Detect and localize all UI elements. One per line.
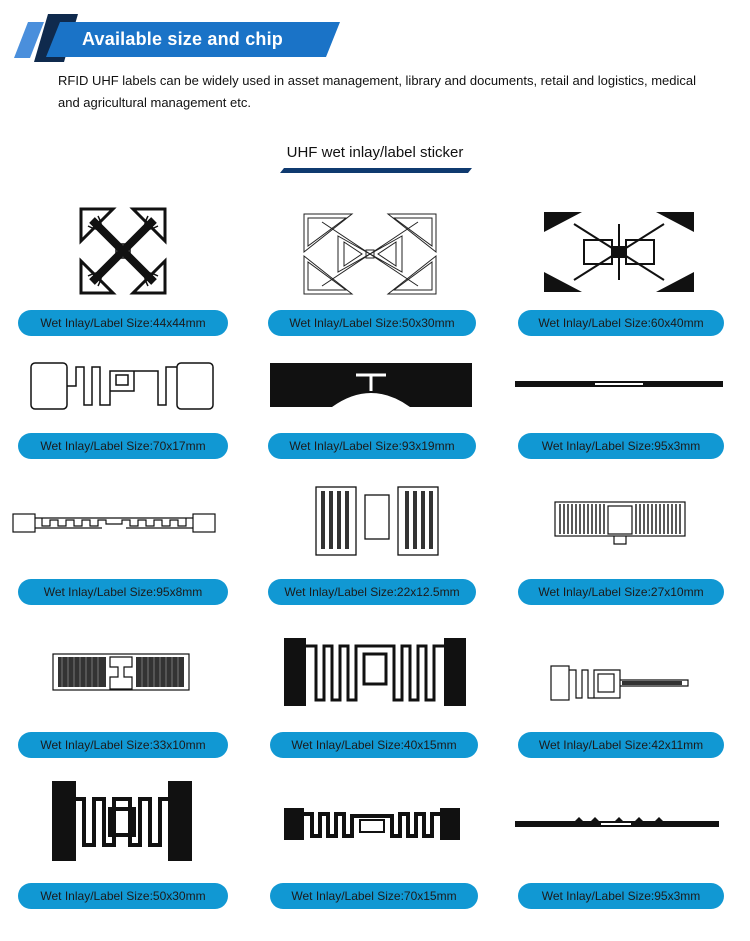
wide-cross-inlay-icon	[544, 210, 694, 294]
slim-meander-inlay-icon	[12, 512, 216, 534]
thin-strip-inlay-icon	[515, 379, 723, 389]
block-meander-inlay-icon	[284, 636, 466, 708]
size-label-pill: Wet Inlay/Label Size:95x8mm	[18, 579, 228, 605]
notched-strip-inlay-icon	[515, 817, 719, 831]
size-label-pill: Wet Inlay/Label Size:42x11mm	[518, 732, 724, 758]
header-banner	[0, 0, 750, 70]
compact-meander-inlay-icon	[315, 485, 439, 557]
intro-text: RFID UHF labels can be widely used in asset management, library and documents, retail and logistics, medical and agricultural management etc.	[58, 73, 697, 110]
size-label-pill: Wet Inlay/Label Size:44x44mm	[18, 310, 228, 336]
size-label-pill: Wet Inlay/Label Size:95x3mm	[518, 883, 724, 909]
tail-meander-inlay-icon	[550, 662, 690, 704]
size-label-pill: Wet Inlay/Label Size:70x15mm	[270, 883, 478, 909]
size-label-pill: Wet Inlay/Label Size:33x10mm	[18, 732, 228, 758]
size-label-pill: Wet Inlay/Label Size:27x10mm	[518, 579, 724, 605]
square-cross-inlay-icon	[78, 206, 168, 296]
size-label-pill: Wet Inlay/Label Size:40x15mm	[270, 732, 478, 758]
size-label-pill: Wet Inlay/Label Size:95x3mm	[518, 433, 724, 459]
page-title: Available size and chip	[82, 29, 284, 49]
size-label-pill: Wet Inlay/Label Size:70x17mm	[18, 433, 228, 459]
meander-dipole-inlay-icon	[30, 361, 214, 411]
size-label-pill: Wet Inlay/Label Size:22x12.5mm	[268, 579, 476, 605]
rectangle-cross-inlay-icon	[302, 212, 438, 296]
size-label-pill: Wet Inlay/Label Size:60x40mm	[518, 310, 724, 336]
solid-bar-inlay-icon	[270, 363, 472, 407]
comb-inlay-icon	[554, 500, 686, 546]
size-label-pill: Wet Inlay/Label Size:50x30mm	[18, 883, 228, 909]
size-label-pill: Wet Inlay/Label Size:93x19mm	[268, 433, 476, 459]
section-title: UHF wet inlay/label sticker	[286, 144, 464, 161]
size-label-pill: Wet Inlay/Label Size:50x30mm	[268, 310, 476, 336]
dense-comb-inlay-icon	[52, 651, 190, 693]
tall-block-inlay-icon	[52, 779, 192, 863]
black-meander-inlay-icon	[284, 806, 460, 842]
section-underline-icon	[280, 168, 472, 176]
